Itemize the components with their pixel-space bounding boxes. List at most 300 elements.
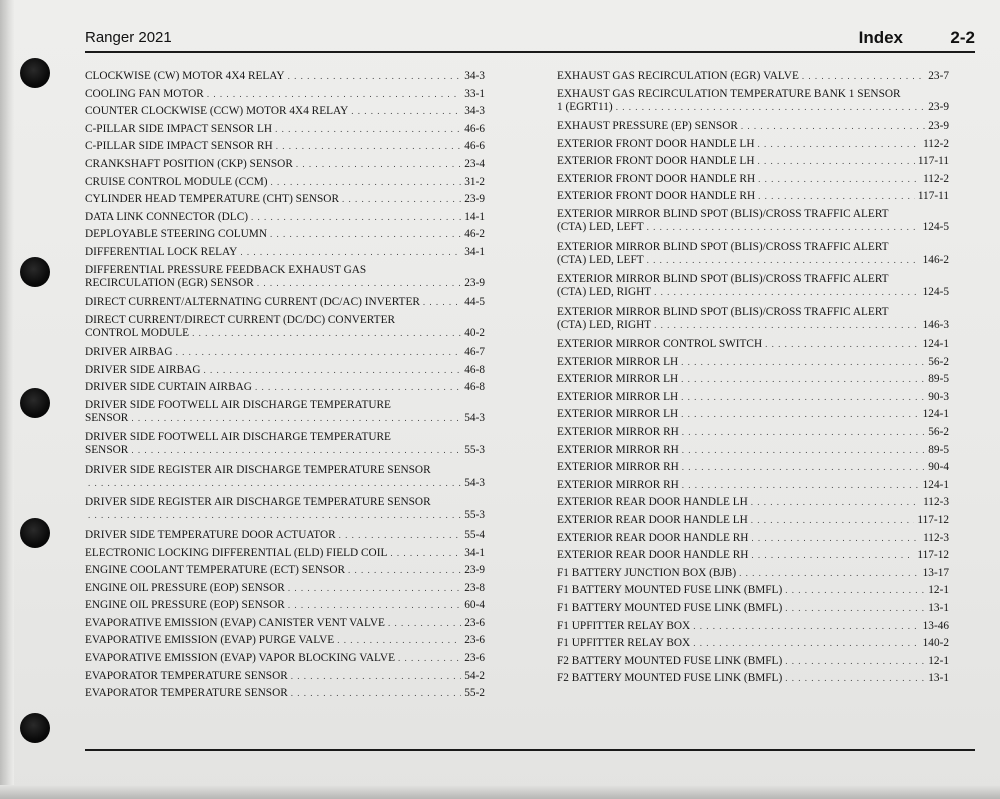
index-entry-line [557, 391, 949, 404]
index-entry-name: F1 UPFITTER RELAY BOX [557, 619, 691, 632]
index-entry-page: 46-6 [464, 140, 485, 153]
index-entry-name: RECIRCULATION (EGR) SENSOR [85, 276, 254, 289]
index-entry-line [557, 373, 949, 386]
binder-hole [20, 257, 50, 287]
dot-leader [131, 412, 461, 425]
index-entry-line [85, 564, 485, 577]
index-entry-page: 23-7 [928, 70, 949, 82]
index-entry [557, 155, 949, 168]
index-entry [557, 549, 949, 562]
dot-leader [693, 620, 919, 633]
index-entry-page: 34-3 [464, 70, 485, 82]
index-entry-name: ELECTRONIC LOCKING DIFFERENTIAL (ELD) FIELD COIL [85, 546, 388, 559]
index-entry-page: 117-11 [917, 190, 949, 203]
index-entry [85, 158, 485, 171]
index-entry-page: 23-9 [464, 564, 485, 577]
index-entry-line [85, 346, 485, 359]
index-entry-page: 34-3 [464, 105, 485, 118]
manual-title: Ranger 2021 [85, 29, 172, 46]
index-entry-page: 23-9 [928, 120, 949, 133]
index-entry [85, 670, 485, 683]
dot-leader [348, 564, 461, 577]
index-entry-page: 90-3 [928, 390, 949, 403]
index-entry-name: EXTERIOR MIRROR RH [557, 461, 679, 474]
index-entry-name: EXTERIOR FRONT DOOR HANDLE LH [557, 155, 755, 168]
dot-leader [751, 496, 920, 509]
index-entry-name: (CTA) LED, RIGHT [557, 286, 652, 299]
index-entry-page: 44-5 [464, 296, 485, 309]
dot-leader [257, 277, 461, 290]
index-entry-name: EXTERIOR MIRROR LH [557, 355, 679, 368]
index-entry-name: EVAPORATIVE EMISSION (EVAP) VAPOR BLOCKING VALVE [85, 652, 395, 665]
index-entry-page: 146-3 [922, 318, 949, 331]
dot-leader [291, 670, 462, 683]
index-entry-line [557, 602, 949, 615]
index-entry [557, 208, 949, 234]
index-entry [557, 444, 949, 457]
dot-leader [681, 408, 920, 421]
index-entry [85, 687, 485, 700]
index-entry [85, 652, 485, 665]
dot-leader [291, 687, 462, 700]
index-entry [85, 547, 485, 560]
index-entry-line [85, 246, 485, 259]
dot-leader [296, 158, 461, 171]
index-entry-line [85, 364, 485, 377]
dot-leader [654, 319, 919, 332]
index-entry-name: EXTERIOR REAR DOOR HANDLE LH [557, 496, 748, 509]
index-entry [557, 567, 949, 580]
index-entry-line [85, 582, 485, 595]
index-entry-line [85, 327, 485, 340]
index-entry [557, 88, 949, 114]
index-entry-line [557, 584, 949, 597]
index-entry-line [85, 412, 485, 425]
dot-leader [251, 211, 461, 224]
binder-hole [20, 518, 50, 548]
index-entry [85, 193, 485, 206]
index-entry [85, 296, 485, 309]
index-entry-line [85, 670, 485, 683]
index-entry-name: DRIVER SIDE CURTAIN AIRBAG [85, 381, 252, 394]
index-entry [557, 672, 949, 685]
index-entry [557, 241, 949, 267]
index-entry-page: 112-3 [923, 531, 949, 544]
index-entry-line [85, 123, 485, 136]
index-entry-name: (CTA) LED, LEFT [557, 221, 644, 234]
dot-leader [131, 444, 461, 457]
index-entry-name: COUNTER CLOCKWISE (CCW) MOTOR 4X4 RELAY [85, 105, 349, 118]
index-entry-page: 40-2 [464, 326, 485, 339]
index-entry-name: F1 UPFITTER RELAY BOX [557, 637, 691, 650]
dot-leader [751, 532, 920, 545]
index-entry-line [557, 620, 949, 633]
index-entry-line [85, 70, 485, 83]
index-entry-name: EXTERIOR MIRROR RH [557, 443, 679, 456]
index-entry-page: 46-8 [464, 363, 485, 376]
index-entry-page: 90-4 [928, 461, 949, 474]
dot-leader [682, 461, 926, 474]
dot-leader [88, 509, 461, 522]
index-entry-name: EVAPORATIVE EMISSION (EVAP) CANISTER VENT VALVE [85, 616, 385, 629]
index-entry [85, 464, 485, 490]
binder-hole [20, 58, 50, 88]
index-entry-name: CYLINDER HEAD TEMPERATURE (CHT) SENSOR [85, 193, 339, 206]
binder-hole [20, 713, 50, 743]
index-entry [85, 70, 485, 83]
index-entry-line [85, 211, 485, 224]
index-entry-line [85, 176, 485, 189]
index-entry-name: EVAPORATOR TEMPERATURE SENSOR [85, 687, 288, 700]
index-entry-name-line1: DRIVER SIDE REGISTER AIR DISCHARGE TEMPERATURE SENSOR [85, 463, 431, 476]
index-entry-page: 55-3 [464, 509, 485, 522]
dot-leader [88, 477, 461, 490]
dot-leader [757, 155, 914, 168]
index-entry-name: CRANKSHAFT POSITION (CKP) SENSOR [85, 157, 293, 170]
index-entry-page: 13-46 [922, 619, 949, 632]
dot-leader [758, 173, 920, 186]
index-entry-page: 46-6 [464, 122, 485, 135]
dot-leader [288, 70, 462, 83]
dot-leader [741, 120, 925, 133]
index-entry [557, 584, 949, 597]
index-entry [85, 88, 485, 101]
index-entry-name: CRUISE CONTROL MODULE (CCM) [85, 175, 268, 188]
index-entry-name: EXTERIOR REAR DOOR HANDLE RH [557, 549, 749, 562]
index-entry-page: 14-1 [464, 210, 485, 223]
index-entry-line [557, 514, 949, 527]
index-entry-line [85, 529, 485, 542]
dot-leader [270, 228, 461, 241]
dot-leader [398, 652, 461, 665]
index-entry-name: EVAPORATIVE EMISSION (EVAP) PURGE VALVE [85, 634, 335, 647]
dot-leader [276, 140, 462, 153]
index-entry-page: 54-3 [464, 411, 485, 424]
index-entry [557, 620, 949, 633]
dot-leader [785, 655, 925, 668]
index-entry-page: 13-1 [928, 601, 949, 614]
index-entry-line [557, 120, 949, 133]
index-entry [557, 70, 949, 83]
dot-leader [351, 105, 461, 118]
index-entry-line [85, 509, 485, 522]
index-entry-name: C-PILLAR SIDE IMPACT SENSOR LH [85, 122, 273, 135]
index-column-left [85, 70, 485, 705]
index-entry-name: EXHAUST GAS RECIRCULATION (EGR) VALVE [557, 70, 799, 82]
index-entry-name: EXTERIOR REAR DOOR HANDLE LH [557, 514, 748, 526]
dot-leader [785, 672, 925, 685]
dot-leader [765, 338, 920, 351]
index-entry [85, 105, 485, 118]
index-entry [557, 532, 949, 545]
dot-leader [203, 364, 461, 377]
index-entry-name-line1: DIRECT CURRENT/DIRECT CURRENT (DC/DC) CONVERTER [85, 313, 396, 326]
index-entry-page: 23-9 [928, 100, 949, 113]
index-entry-page: 124-1 [922, 338, 949, 351]
index-entry-name: SENSOR [85, 411, 129, 424]
index-entry-line [557, 286, 949, 299]
index-entry-line [85, 599, 485, 612]
index-entry-page: 34-1 [464, 546, 485, 559]
index-entry-name: EXTERIOR MIRROR LH [557, 390, 679, 403]
index-entry-name: COOLING FAN MOTOR [85, 87, 204, 100]
footer-rule [85, 749, 975, 751]
index-entry [85, 564, 485, 577]
index-entry-name-line1: EXTERIOR MIRROR BLIND SPOT (BLIS)/CROSS TRAFFIC ALERT [557, 208, 889, 221]
index-entry-line [557, 655, 949, 668]
index-entry-page: 23-6 [464, 616, 485, 629]
index-entry-name: (CTA) LED, RIGHT [557, 318, 652, 331]
dot-leader [390, 547, 461, 560]
index-entry [557, 273, 949, 299]
index-entry [85, 211, 485, 224]
index-entry-page: 124-5 [922, 221, 949, 234]
index-entry [85, 246, 485, 259]
index-entry-line [85, 105, 485, 118]
index-entry-name: ENGINE COOLANT TEMPERATURE (ECT) SENSOR [85, 564, 346, 577]
index-entry-page: 124-5 [922, 286, 949, 299]
index-entry-name-line1: DIFFERENTIAL PRESSURE FEEDBACK EXHAUST GAS [85, 263, 367, 276]
dot-leader [240, 246, 461, 259]
index-entry-page: 112-2 [923, 137, 949, 150]
index-entry [85, 634, 485, 647]
index-entry-line [85, 88, 485, 101]
index-entry-page: 54-3 [464, 476, 485, 489]
index-entry-name-line1: DRIVER SIDE FOOTWELL AIR DISCHARGE TEMPERATURE [85, 398, 391, 411]
index-entry [557, 138, 949, 151]
dot-leader [802, 70, 925, 83]
page-binding-edge [0, 0, 14, 799]
dot-leader [337, 634, 461, 647]
index-entry-name-line1: EXTERIOR MIRROR BLIND SPOT (BLIS)/CROSS TRAFFIC ALERT [557, 273, 889, 286]
index-entry-line [85, 140, 485, 153]
header-rule [85, 51, 975, 53]
index-entry-name: F1 BATTERY MOUNTED FUSE LINK (BMFL) [557, 584, 783, 597]
index-entry-page: 60-4 [464, 599, 485, 612]
index-entry-name: EXTERIOR MIRROR RH [557, 426, 679, 439]
index-entry [85, 176, 485, 189]
index-entry-line [557, 408, 949, 421]
index-entry [557, 461, 949, 474]
index-entry-line [557, 138, 949, 151]
index-entry-name: EXHAUST PRESSURE (EP) SENSOR [557, 120, 738, 133]
index-entry-name: DATA LINK CONNECTOR (DLC) [85, 210, 248, 223]
dot-leader [681, 373, 925, 386]
index-entry-line [557, 173, 949, 186]
index-entry-page: 56-2 [928, 355, 949, 368]
index-entry [85, 140, 485, 153]
index-entry-line [557, 549, 949, 562]
index-entry [85, 381, 485, 394]
dot-leader [288, 582, 461, 595]
dot-leader [681, 391, 925, 404]
index-entry-line [557, 101, 949, 114]
dot-leader [682, 444, 926, 457]
index-entry-line [85, 652, 485, 665]
index-entry-line [557, 155, 949, 168]
dot-leader [751, 514, 915, 527]
index-entry-name-line1: EXHAUST GAS RECIRCULATION TEMPERATURE BANK 1 SENSOR [557, 87, 901, 100]
index-entry-page: 117-12 [917, 549, 949, 562]
index-entry-name: C-PILLAR SIDE IMPACT SENSOR RH [85, 140, 273, 153]
dot-leader [647, 254, 920, 267]
index-entry-name: F2 BATTERY MOUNTED FUSE LINK (BMFL) [557, 654, 783, 667]
dot-leader [275, 123, 461, 136]
index-entry-page: 146-2 [922, 253, 949, 266]
dot-leader [682, 479, 920, 492]
dot-leader [288, 599, 461, 612]
index-entry [85, 582, 485, 595]
section-title: Index [858, 28, 903, 47]
index-entry-name: DIRECT CURRENT/ALTERNATING CURRENT (DC/AC) INVERTER [85, 296, 420, 309]
index-entry-page: 55-2 [464, 687, 485, 700]
index-entry [85, 431, 485, 457]
index-entry-name: DEPLOYABLE STEERING COLUMN [85, 228, 268, 241]
index-entry-line [557, 479, 949, 492]
index-entry-name: EXTERIOR MIRROR RH [557, 478, 679, 491]
index-entry-line [85, 617, 485, 630]
index-entry-line [557, 254, 949, 267]
index-entry-line [85, 687, 485, 700]
index-entry [557, 602, 949, 615]
dot-leader [255, 381, 461, 394]
index-entry [85, 399, 485, 425]
index-entry-name-line1: EXTERIOR MIRROR BLIND SPOT (BLIS)/CROSS TRAFFIC ALERT [557, 240, 889, 253]
index-entry-page: 54-2 [464, 669, 485, 682]
dot-leader [176, 346, 462, 359]
index-entry-line [557, 461, 949, 474]
index-entry [557, 120, 949, 133]
index-entry-page: 23-4 [464, 157, 485, 170]
dot-leader [388, 617, 461, 630]
index-entry-page: 12-1 [928, 584, 949, 597]
index-entry-page: 55-4 [464, 528, 485, 541]
index-entry-line [557, 532, 949, 545]
dot-leader [693, 637, 919, 650]
dot-leader [339, 529, 462, 542]
index-entry [557, 655, 949, 668]
index-entry [557, 408, 949, 421]
index-entry [557, 173, 949, 186]
index-entry-page: 23-8 [464, 581, 485, 594]
binder-hole [20, 388, 50, 418]
index-column-right [557, 70, 949, 690]
index-entry-page: 55-3 [464, 444, 485, 457]
page-bottom-edge [0, 785, 1000, 799]
dot-leader [207, 88, 461, 101]
index-entry-line [557, 190, 949, 203]
index-entry-name: EXTERIOR MIRROR LH [557, 373, 679, 386]
index-entry-line [557, 338, 949, 351]
index-entry-name-line1: DRIVER SIDE FOOTWELL AIR DISCHARGE TEMPERATURE [85, 431, 391, 444]
index-entry [85, 123, 485, 136]
index-entry-name: ENGINE OIL PRESSURE (EOP) SENSOR [85, 599, 285, 612]
index-entry-name: SENSOR [85, 444, 129, 457]
index-entry-line [85, 381, 485, 394]
index-entry-line [557, 444, 949, 457]
page-number: 2-2 [950, 28, 975, 47]
index-entry-page: 124-1 [922, 408, 949, 421]
index-entry-page: 112-3 [923, 496, 949, 509]
dot-leader [271, 176, 462, 189]
index-entry-page: 13-1 [928, 672, 949, 685]
page-header [85, 26, 975, 52]
index-entry-line [557, 672, 949, 685]
dot-leader [739, 567, 920, 580]
index-entry [85, 496, 485, 522]
index-entry-page: 23-6 [464, 652, 485, 665]
index-entry-page: 56-2 [928, 426, 949, 439]
index-entry-name: DRIVER AIRBAG [85, 346, 173, 359]
index-entry-page: 46-7 [464, 346, 485, 359]
index-entry [557, 190, 949, 203]
index-entry-page: 117-12 [917, 514, 949, 526]
dot-leader [681, 356, 925, 369]
index-entry-name: CONTROL MODULE [85, 326, 190, 339]
dot-leader [785, 584, 925, 597]
dot-leader [616, 101, 926, 114]
dot-leader [758, 190, 915, 203]
index-entry [557, 356, 949, 369]
index-entry-name: DRIVER SIDE TEMPERATURE DOOR ACTUATOR [85, 528, 336, 541]
index-entry-name: F2 BATTERY MOUNTED FUSE LINK (BMFL) [557, 672, 783, 685]
index-entry-name: CLOCKWISE (CW) MOTOR 4X4 RELAY [85, 70, 285, 82]
index-entry-page: 46-2 [464, 228, 485, 241]
index-entry-page: 23-6 [464, 634, 485, 647]
index-entry-line [557, 496, 949, 509]
index-entry-line [85, 477, 485, 490]
index-entry-line [85, 158, 485, 171]
index-entry [557, 306, 949, 332]
index-entry-page: 112-2 [923, 172, 949, 185]
index-entry [85, 228, 485, 241]
index-entry [557, 479, 949, 492]
index-entry [85, 314, 485, 340]
index-entry [557, 637, 949, 650]
index-entry [557, 338, 949, 351]
index-entry-line [85, 547, 485, 560]
index-entry-name: EXTERIOR FRONT DOOR HANDLE LH [557, 137, 755, 150]
index-entry-name-line1: DRIVER SIDE REGISTER AIR DISCHARGE TEMPERATURE SENSOR [85, 496, 431, 509]
dot-leader [682, 426, 926, 439]
dot-leader [342, 193, 461, 206]
index-entry-line [557, 356, 949, 369]
index-entry-name: (CTA) LED, LEFT [557, 253, 644, 266]
dot-leader [785, 602, 925, 615]
index-entry [557, 496, 949, 509]
dot-leader [192, 327, 461, 340]
index-entry-line [557, 319, 949, 332]
index-entry-line [85, 277, 485, 290]
index-entry-name: F1 BATTERY JUNCTION BOX (BJB) [557, 566, 737, 579]
index-entry-page: 46-8 [464, 381, 485, 394]
index-entry-line [557, 637, 949, 650]
index-entry-page: 117-11 [917, 155, 949, 168]
dot-leader [751, 549, 914, 562]
index-entry-page: 89-5 [928, 373, 949, 386]
index-entry-page: 124-1 [922, 478, 949, 491]
index-entry [85, 599, 485, 612]
index-entry-line [85, 296, 485, 309]
index-entry-name: ENGINE OIL PRESSURE (EOP) SENSOR [85, 581, 285, 594]
index-entry-name: EXTERIOR MIRROR LH [557, 408, 679, 421]
index-entry-line [85, 634, 485, 647]
index-entry-page: 13-17 [922, 566, 949, 579]
index-entry [557, 373, 949, 386]
index-entry-name: DRIVER SIDE AIRBAG [85, 363, 201, 376]
index-entry [85, 364, 485, 377]
index-entry-page: 12-1 [928, 654, 949, 667]
